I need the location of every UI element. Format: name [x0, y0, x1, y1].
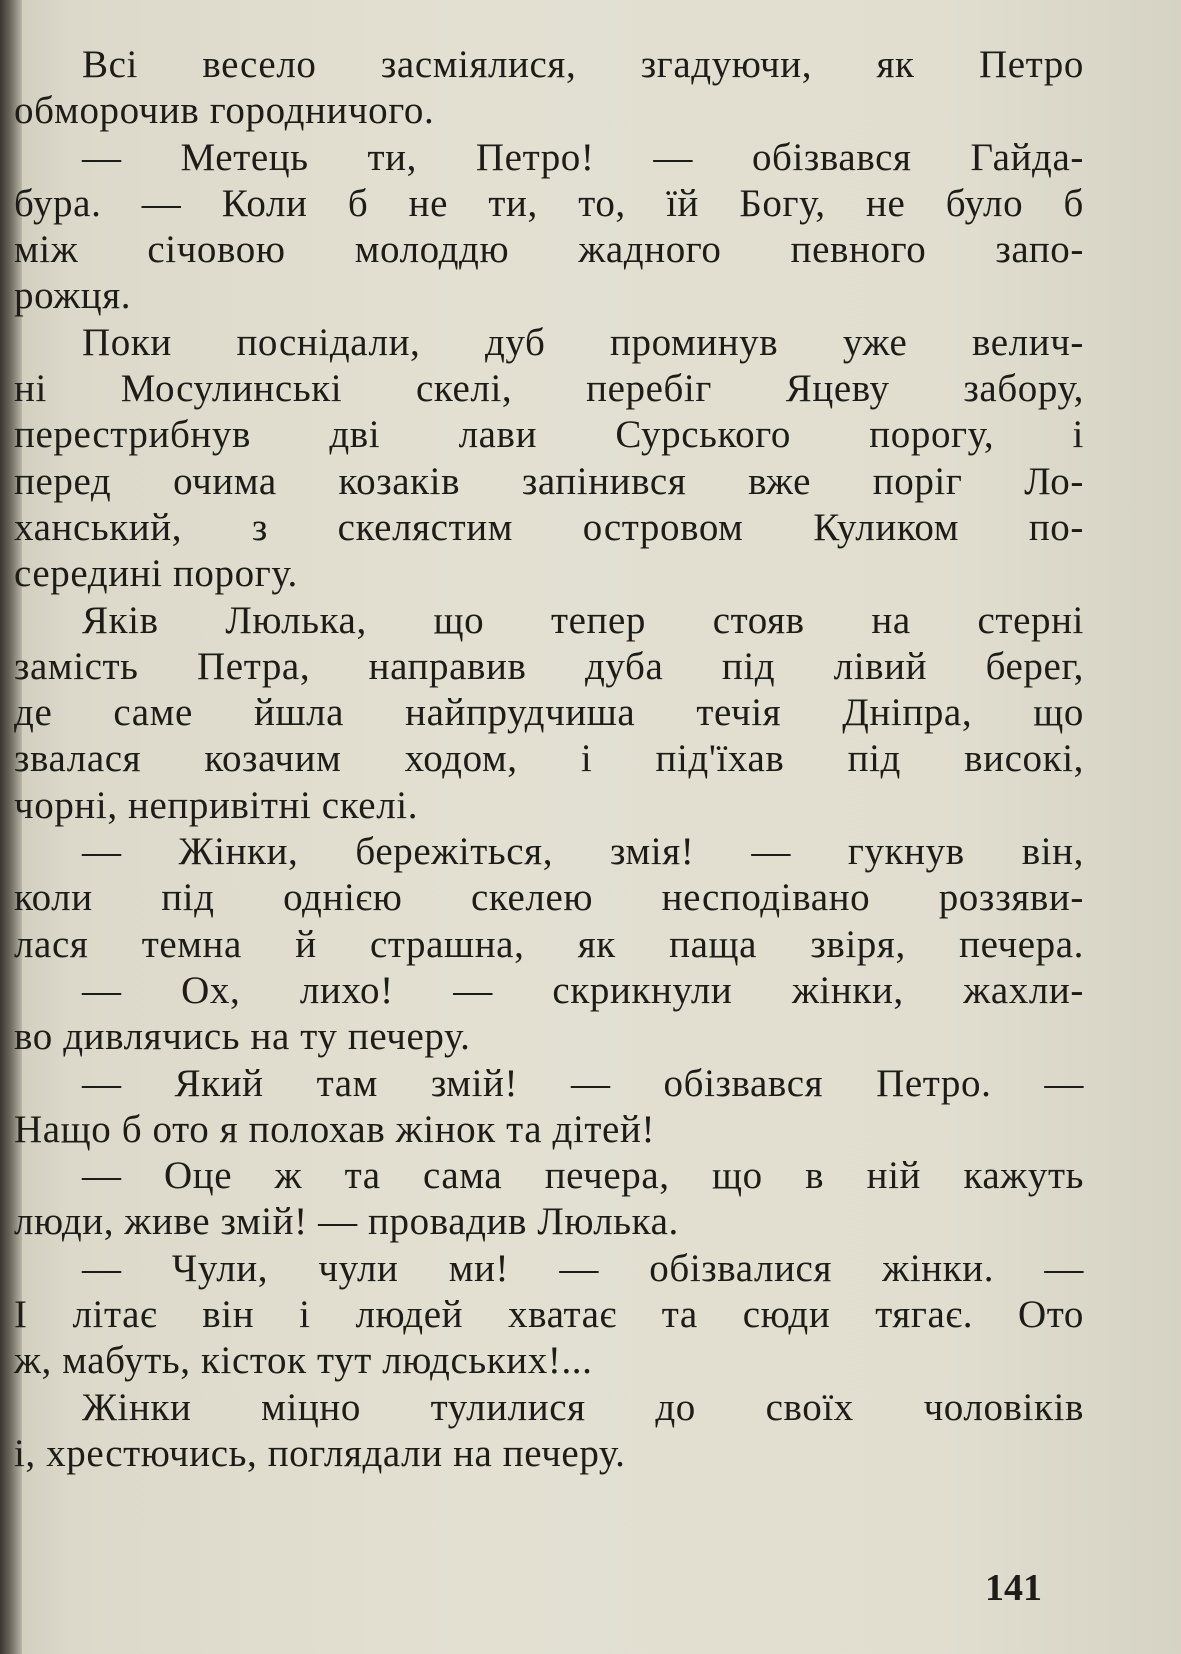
text-line: замість Петра, направив дуба під лівий берег,	[14, 644, 1084, 688]
text-line: ж, мабуть, кісток тут людських!...	[14, 1339, 593, 1383]
text-line: де саме йшла найпрудчиша течія Дніпра, що	[14, 691, 1084, 735]
text-line: — Який там змій! — обізвався Петро. —	[82, 1061, 1084, 1105]
text-line: бура. — Коли б не ти, то, їй Богу, не було б	[14, 181, 1084, 225]
text-line: коли під однією скелею несподівано роззяви-	[14, 876, 1084, 920]
text-line: люди, живе змій! — провадив Люлька.	[14, 1200, 679, 1244]
text-line: між січовою молоддю жадного певного запо-	[14, 228, 1084, 272]
text-line: Всі весело засміялися, згадуючи, як Петро	[82, 43, 1084, 86]
text-line: обморочив городничого.	[14, 89, 435, 133]
text-line: лася темна й страшна, як паща звіря, печера.	[14, 922, 1084, 966]
text-line: звалася козачим ходом, і під'їхав під високі,	[14, 737, 1084, 781]
body-text	[14, 42, 1084, 1477]
text-line: рожця.	[14, 274, 132, 318]
text-line: і, хрестючись, поглядали на печеру.	[14, 1431, 626, 1475]
text-line: Поки поснідали, дуб проминув уже велич-	[82, 320, 1084, 364]
text-line: перед очима козаків запінився вже поріг Ло-	[14, 459, 1084, 503]
page-number: 141	[985, 1567, 1042, 1609]
text-line: І літає він і людей хватає та сюди тягає. Ото	[14, 1293, 1084, 1337]
text-line: Жінки міцно тулилися до своїх чоловіків	[82, 1385, 1084, 1429]
text-line: во дивлячись на ту печеру.	[14, 1015, 471, 1059]
text-line: ханський, з скелястим островом Куликом по-	[14, 505, 1084, 549]
text-line: перестрибнув дві лави Сурського порогу, і	[14, 413, 1084, 457]
text-line: — Жінки, бережіться, змія! — гукнув він,	[82, 830, 1084, 874]
text-line: чорні, непривітні скелі.	[14, 783, 419, 827]
text-line: — Чули, чули ми! — обізвалися жінки. —	[82, 1246, 1084, 1290]
text-line: середині порогу.	[14, 552, 298, 596]
text-line: Яків Люлька, що тепер стояв на стерні	[82, 598, 1084, 642]
text-line: — Метець ти, Петро! — обізвався Гайда-	[82, 135, 1084, 179]
text-line: — Оце ж та сама печера, що в ній кажуть	[82, 1154, 1084, 1198]
text-line: ні Мосулинські скелі, перебіг Яцеву забору,	[14, 367, 1084, 411]
text-line: Нащо б ото я полохав жінок та дітей!	[14, 1107, 656, 1151]
text-line: — Ох, лихо! — скрикнули жінки, жахли-	[82, 968, 1084, 1012]
